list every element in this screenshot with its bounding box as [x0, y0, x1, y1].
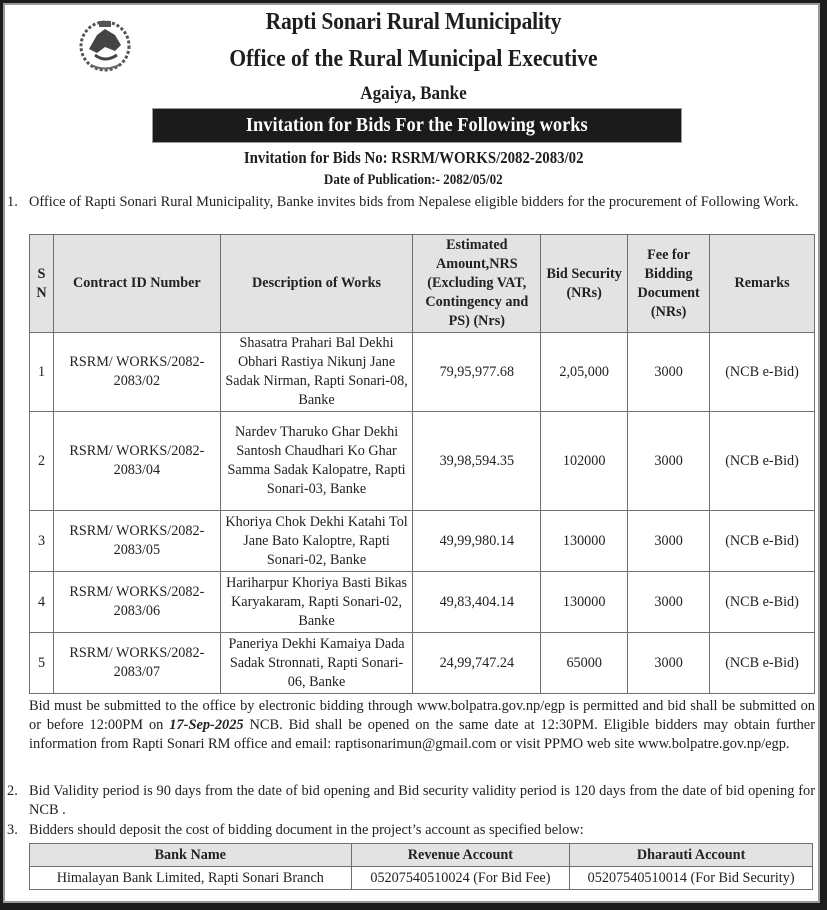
col-sn: S N — [30, 235, 54, 333]
cell-bid-security: 65000 — [541, 633, 628, 694]
cell-fee: 3000 — [628, 333, 710, 412]
table-row — [30, 572, 815, 633]
cell-sn: 1 — [30, 333, 54, 412]
cell-description: Hariharpur Khoriya Basti Bikas Karyakaram, Rapti Sonari-02, Banke — [220, 572, 413, 633]
table-row — [30, 633, 815, 694]
bank-table-row — [30, 867, 813, 890]
table-header-row — [30, 235, 815, 333]
invitation-banner: Invitation for Bids For the Following works — [152, 108, 682, 143]
publication-date: Date of Publication:- 2082/05/02 — [324, 172, 503, 188]
deposit-paragraph: 3. Bidders should deposit the cost of bidding document in the project’s account as specified below: — [7, 822, 584, 838]
col-revenue-account: Revenue Account — [351, 844, 570, 867]
cell-description: Nardev Tharuko Ghar Dekhi Santosh Chaudhari Ko Ghar Samma Sadak Kalopatre, Rapti Sonari-03, Banke — [220, 412, 413, 511]
cell-contract-id: RSRM/ WORKS/2082-2083/06 — [53, 572, 220, 633]
cell-dharauti-account: 05207540510014 (For Bid Security) — [570, 867, 813, 890]
table-row — [30, 412, 815, 511]
table-row — [30, 333, 815, 412]
cell-fee: 3000 — [628, 412, 710, 511]
cell-remarks: (NCB e-Bid) — [710, 511, 815, 572]
cell-estimated-amount: 39,98,594.35 — [413, 412, 541, 511]
cell-fee: 3000 — [628, 633, 710, 694]
cell-contract-id: RSRM/ WORKS/2082-2083/02 — [53, 333, 220, 412]
table-row — [30, 511, 815, 572]
cell-contract-id: RSRM/ WORKS/2082-2083/04 — [53, 412, 220, 511]
cell-description: Paneriya Dekhi Kamaiya Dada Sadak Stronnati, Rapti Sonari-06, Banke — [220, 633, 413, 694]
cell-revenue-account: 05207540510024 (For Bid Fee) — [351, 867, 570, 890]
cell-bid-security: 2,05,000 — [541, 333, 628, 412]
cell-bid-security: 130000 — [541, 511, 628, 572]
validity-paragraph: 2. Bid Validity period is 90 days from the date of bid opening and Bid security validity period is 120 days from the date of bid opening for NCB . — [7, 783, 815, 818]
cell-sn: 3 — [30, 511, 54, 572]
deadline-date: 17-Sep-2025 — [169, 717, 244, 733]
col-contract-id: Contract ID Number — [53, 235, 220, 333]
cell-sn: 2 — [30, 412, 54, 511]
cell-remarks: (NCB e-Bid) — [710, 333, 815, 412]
bank-account-table — [29, 843, 813, 890]
col-estimated-amount: Estimated Amount,NRS (Excluding VAT, Contingency and PS) (Nrs) — [413, 235, 541, 333]
bank-table-header — [30, 844, 813, 867]
submission-paragraph: Bid must be submitted to the office by electronic bidding through www.bolpatra.gov.np/egp is permitted and bid shall be submitted on or before 12:00PM on 17-Sep-2025 NCB. Bid shall be opened on the same date at 12:30PM. Eligible bidders may obtain further information from Rapti Sonari RM office and email: raptisonarimun@gmail.com or visit PPMO web site www.bolpatre.gov.np/egp. — [29, 698, 815, 752]
col-remarks: Remarks — [710, 235, 815, 333]
intro-paragraph: 1. Office of Rapti Sonari Rural Municipality, Banke invites bids from Nepalese eligible bidders for the procurement of Following Work. — [7, 194, 799, 210]
col-bank-name: Bank Name — [30, 844, 352, 867]
cell-remarks: (NCB e-Bid) — [710, 572, 815, 633]
col-description: Description of Works — [220, 235, 413, 333]
cell-estimated-amount: 49,83,404.14 — [413, 572, 541, 633]
location: Agaiya, Banke — [360, 83, 467, 104]
cell-contract-id: RSRM/ WORKS/2082-2083/05 — [53, 511, 220, 572]
col-bid-security: Bid Security (NRs) — [541, 235, 628, 333]
works-table — [29, 234, 815, 694]
cell-estimated-amount: 49,99,980.14 — [413, 511, 541, 572]
cell-bank-name: Himalayan Bank Limited, Rapti Sonari Branch — [30, 867, 352, 890]
cell-description: Shasatra Prahari Bal Dekhi Obhari Rastiya Nikunj Jane Sadak Nirman, Rapti Sonari-08, Banke — [220, 333, 413, 412]
cell-bid-security: 102000 — [541, 412, 628, 511]
bid-number: Invitation for Bids No: RSRM/WORKS/2082-2083/02 — [243, 148, 584, 167]
col-dharauti-account: Dharauti Account — [570, 844, 813, 867]
cell-bid-security: 130000 — [541, 572, 628, 633]
cell-contract-id: RSRM/ WORKS/2082-2083/07 — [53, 633, 220, 694]
cell-fee: 3000 — [628, 511, 710, 572]
col-fee: Fee for Bidding Document (NRs) — [628, 235, 710, 333]
cell-fee: 3000 — [628, 572, 710, 633]
cell-remarks: (NCB e-Bid) — [710, 633, 815, 694]
cell-sn: 4 — [30, 572, 54, 633]
cell-estimated-amount: 24,99,747.24 — [413, 633, 541, 694]
cell-description: Khoriya Chok Dekhi Katahi Tol Jane Bato Kaloptre, Rapti Sonari-02, Banke — [220, 511, 413, 572]
office-title: Office of the Rural Municipal Executive — [229, 45, 598, 72]
cell-remarks: (NCB e-Bid) — [710, 412, 815, 511]
org-name: Rapti Sonari Rural Municipality — [265, 8, 562, 35]
cell-estimated-amount: 79,95,977.68 — [413, 333, 541, 412]
cell-sn: 5 — [30, 633, 54, 694]
